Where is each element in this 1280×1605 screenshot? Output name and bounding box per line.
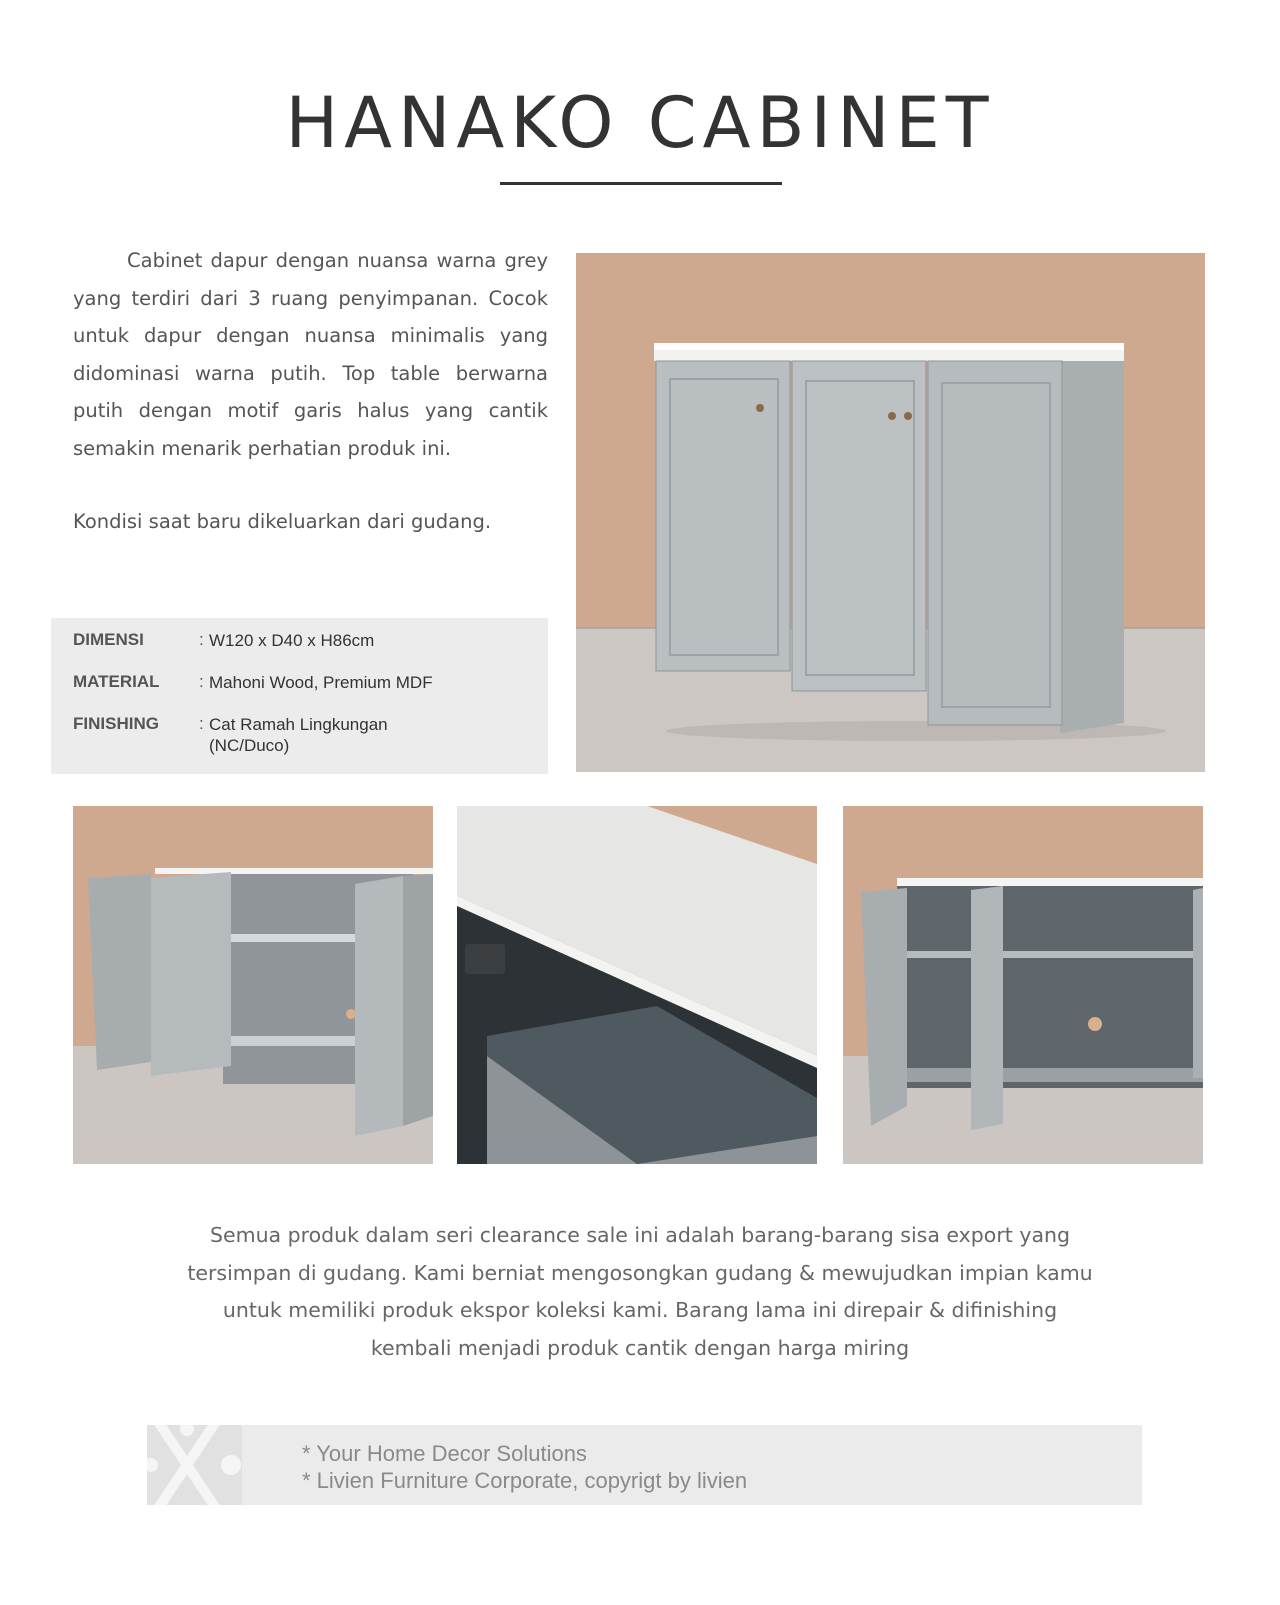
spec-value: Mahoni Wood, Premium MDF — [209, 673, 433, 692]
spec-value: W120 x D40 x H86cm — [209, 631, 375, 650]
title-underline — [500, 182, 782, 185]
closing-line: tersimpan di gudang. Kami berniat mengosongkan gudang & mewujudkan impian kamu — [187, 1260, 1093, 1285]
footer-copyright: * Livien Furniture Corporate, copyrigt by livien — [302, 1468, 748, 1493]
spec-label: DIMENSI — [73, 630, 144, 649]
detail-photo-tabletop — [457, 806, 817, 1164]
closing-line: untuk memiliki produk ekspor koleksi kami. Barang lama ini direpair & difinishing — [222, 1298, 1058, 1322]
closing-line: Semua produk dalam seri clearance sale ini adalah barang-barang sisa export yang — [209, 1223, 1071, 1247]
detail-photo-interior — [843, 806, 1203, 1164]
spec-label: FINISHING — [73, 714, 159, 733]
cabinet-illustration — [576, 253, 1205, 772]
condition-note: Kondisi saat baru dikeluarkan dari gudang. — [73, 510, 492, 533]
main-product-photo — [576, 253, 1205, 772]
footer-banner — [147, 1425, 1142, 1505]
page-title: HANAKO CABINET — [285, 82, 995, 164]
description-text: Cabinet dapur dengan nuansa warna grey yang terdiri dari 3 ruang penyimpanan. Cocok untuk dapur dengan nuansa minimalis yang didominasi warna putih. Top table berwarna putih dengan motif garis halus yang cantik semakin menarik perhatian produk ini. — [73, 249, 548, 460]
spec-value — [209, 714, 509, 756]
spec-colon: : — [199, 714, 204, 733]
spec-panel — [51, 618, 548, 774]
closing-line: kembali menjadi produk cantik dengan harga miring — [370, 1335, 910, 1360]
closing-statement — [140, 1217, 1140, 1367]
spec-colon: : — [199, 672, 204, 691]
cabinet-interior-illustration — [843, 806, 1203, 1164]
cabinet-open-illustration — [73, 806, 433, 1164]
decorative-pattern-icon — [147, 1425, 242, 1505]
spec-colon: : — [199, 630, 204, 649]
spec-label: MATERIAL — [73, 672, 160, 691]
tabletop-illustration — [457, 806, 817, 1164]
spec-value-line: Cat Ramah Lingkungan — [209, 715, 388, 734]
footer-tagline: * Your Home Decor Solutions — [302, 1441, 587, 1466]
product-description — [73, 242, 548, 467]
spec-value-line: (NC/Duco) — [209, 736, 290, 755]
detail-photo-open-doors — [73, 806, 433, 1164]
